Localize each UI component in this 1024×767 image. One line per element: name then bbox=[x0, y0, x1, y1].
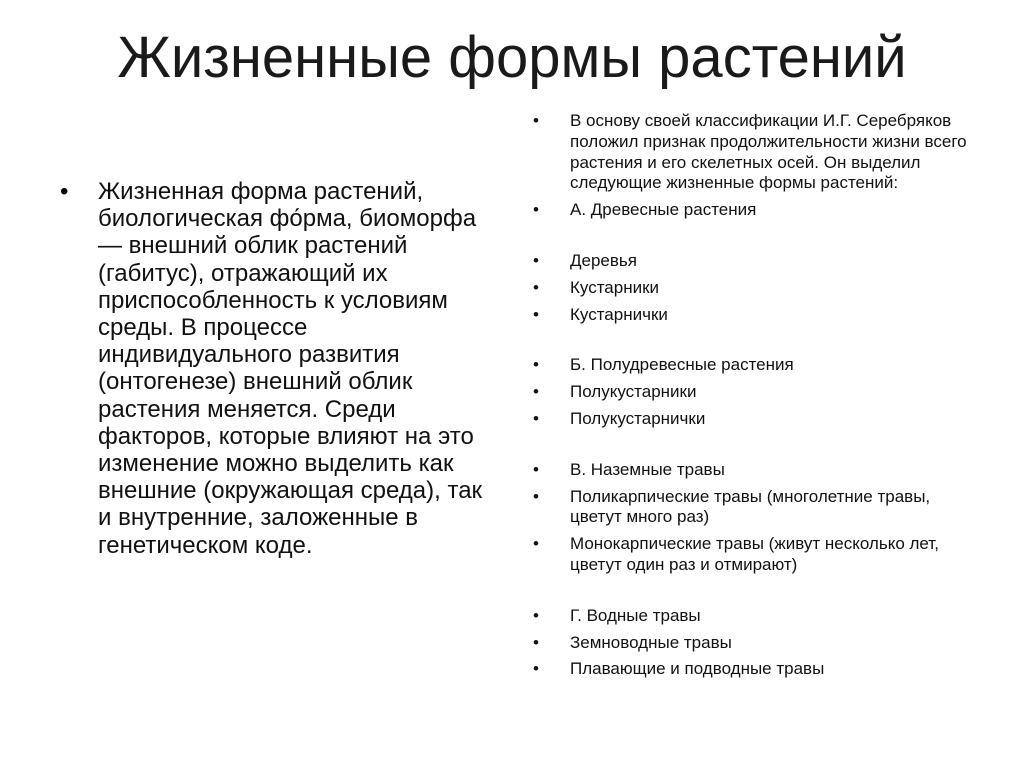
list-item bbox=[533, 278, 973, 299]
bullet-icon: • bbox=[533, 382, 539, 402]
definition-bullet bbox=[60, 178, 500, 559]
bullet-icon: • bbox=[60, 178, 69, 205]
bullet-icon: • bbox=[533, 534, 539, 554]
list-item-text: Кустарнички bbox=[570, 304, 668, 324]
bullet-icon: • bbox=[533, 304, 539, 324]
list-item bbox=[533, 305, 973, 326]
bullet-icon: • bbox=[533, 632, 539, 652]
list-item-group-a bbox=[533, 200, 973, 221]
list-item-text: Плавающие и подводные травы bbox=[570, 659, 825, 679]
list-item-text: Монокарпические травы (живут несколько лет, цветут один раз и отмирают) bbox=[570, 534, 939, 574]
list-item-text: Б. Полудревесные растения bbox=[570, 355, 794, 375]
bullet-icon: • bbox=[533, 200, 539, 220]
bullet-icon: • bbox=[533, 459, 539, 479]
list-item bbox=[533, 659, 973, 680]
list-item-text: Кустарники bbox=[570, 277, 660, 297]
bullet-icon: • bbox=[533, 277, 539, 297]
list-item-group-b bbox=[533, 355, 973, 376]
bullet-icon: • bbox=[533, 605, 539, 625]
slide-title: Жизненные формы растений bbox=[117, 25, 907, 90]
list-item-group-g bbox=[533, 606, 973, 627]
bullet-icon: • bbox=[533, 355, 539, 375]
list-item-intro bbox=[533, 111, 973, 194]
list-item bbox=[533, 534, 973, 576]
definition-text: Жизненная форма растений, биологическая фо́рма, биоморфа — внешний облик растений (габитус), отражающий их приспособленность к условиям среды. В процессе индивидуального развития (онтогенезе) внешний облик растения меняется. Среди факторов, которые влияют на это изменение можно выделить как внешние (окружающая среда), так и внутренние, заложенные в генетическом коде. bbox=[98, 178, 483, 559]
bullet-icon: • bbox=[533, 486, 539, 506]
list-item-text: В. Наземные травы bbox=[570, 459, 725, 479]
list-item-text: Поликарпические травы (многолетние травы, цветут много раз) bbox=[570, 486, 931, 527]
list-item bbox=[533, 382, 973, 403]
list-item-text: Полукустарнички bbox=[570, 408, 706, 428]
bullet-icon: • bbox=[533, 111, 539, 130]
list-item-text: Земноводные травы bbox=[570, 632, 732, 652]
list-item bbox=[533, 487, 973, 529]
bullet-icon: • bbox=[533, 408, 539, 428]
list-item-text: А. Древесные растения bbox=[570, 200, 757, 220]
list-item-text: Г. Водные травы bbox=[570, 605, 701, 625]
classification-column bbox=[533, 111, 973, 680]
definition-column bbox=[60, 178, 500, 559]
list-item bbox=[533, 409, 973, 430]
list-item bbox=[533, 251, 973, 272]
list-item-text: Деревья bbox=[570, 250, 637, 270]
list-item-group-v bbox=[533, 460, 973, 481]
list-item-text: Полукустарники bbox=[570, 382, 697, 402]
list-item bbox=[533, 633, 973, 654]
list-item-text: В основу своей классификации И.Г. Серебряков положил признак продолжительности жизни всего растения и его скелетных осей. Он выделил следующие жизненные формы растений: bbox=[570, 111, 967, 193]
bullet-icon: • bbox=[533, 659, 539, 679]
bullet-icon: • bbox=[533, 250, 539, 270]
